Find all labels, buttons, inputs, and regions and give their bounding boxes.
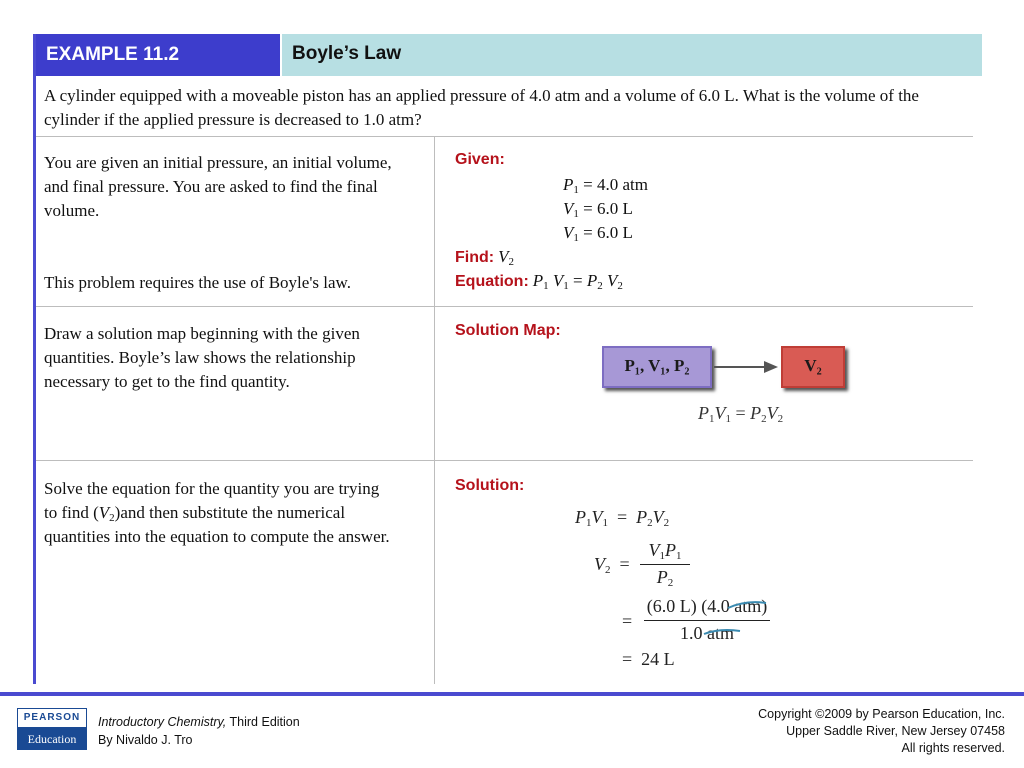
find-line: Find: $V_2$	[455, 247, 514, 268]
solution-equation: $P_1V_1 = P_2V_2$	[575, 507, 670, 529]
divider	[36, 460, 973, 461]
numerical-denominator: 1.0 atm	[680, 623, 734, 643]
equation-line	[455, 271, 623, 291]
solution-map-label: Solution Map:	[455, 322, 561, 339]
topic-title: Boyle’s Law	[292, 43, 402, 64]
given-item: $V_1 = 6.0$ L	[563, 223, 633, 244]
problem-statement: A cylinder equipped with a moveable piston has an applied pressure of 4.0 atm and a volume of 6.0 L. What is the volume of the cylinder if the applied pressure is decreased to 1.0 atm?	[44, 86, 919, 129]
rearranged-denominator: $P_2$	[656, 567, 674, 589]
education-logo-text: Education	[27, 732, 77, 746]
map-equation: $P_1V_1 = P_2V_2$	[698, 403, 784, 425]
cancel-mark-icon	[702, 626, 742, 638]
v2-symbol: $V_2$ =	[594, 554, 630, 576]
copyright-line: All rights reserved.	[901, 741, 1005, 755]
solution-label: Solution:	[455, 477, 525, 494]
result-line: = 24 L	[622, 649, 675, 669]
equation-label: Equation:	[455, 273, 529, 290]
book-author: By Nivaldo J. Tro	[98, 733, 193, 747]
book-title: Introductory Chemistry, Third Edition	[98, 715, 300, 729]
column-divider	[434, 137, 435, 684]
boyles-law-note: This problem requires the use of Boyle's law.	[44, 273, 351, 292]
given-item: $V_1 = 6.0$ L	[563, 199, 633, 220]
equation: $P_1$ $V_1 = P_2$ $V_2$	[532, 271, 623, 292]
divider	[36, 136, 973, 137]
fraction-bar	[644, 620, 770, 621]
given-item: $P_1 = 4.0$ atm	[563, 175, 648, 196]
map-explanation: Draw a solution map beginning with the given quantities. Boyle’s law shows the relationship necessary to get to the find quantity.	[44, 324, 360, 391]
fraction-bar	[640, 564, 690, 565]
rearranged-numerator: $V_1P_1$	[648, 540, 682, 562]
divider	[36, 306, 973, 307]
map-start-text: P₁, V₁, P₂	[624, 356, 690, 375]
given-label: Given:	[455, 151, 505, 168]
cancel-mark-icon	[726, 598, 768, 612]
numerical-numerator: (6.0 L) (4.0 atm)	[646, 596, 768, 616]
left-rule	[33, 34, 36, 684]
example-label: EXAMPLE 11.2	[46, 44, 180, 65]
find-label: Find:	[455, 249, 495, 266]
copyright-line: Upper Saddle River, New Jersey 07458	[786, 724, 1005, 738]
given-explanation: You are given an initial pressure, an initial volume, and final pressure. You are asked to find the final volume.	[44, 153, 392, 220]
solution-explanation: Solve the equation for the quantity you are trying to find $(V_2)and$ then substitute the numerical quantities into the equation to compute the answer.	[44, 479, 390, 546]
footer-rule	[0, 692, 1024, 696]
map-end-text: V₂	[804, 356, 822, 375]
pearson-logo-text: PEARSON	[17, 708, 87, 728]
copyright-line: Copyright ©2009 by Pearson Education, Inc.	[758, 707, 1005, 721]
equals-sign: =	[622, 611, 633, 631]
map-arrow-icon	[714, 358, 780, 376]
